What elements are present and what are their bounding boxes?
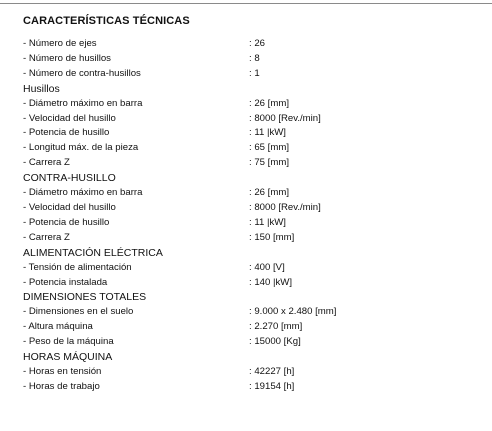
- spec-label: - Diámetro máximo en barra: [23, 187, 143, 199]
- spec-value: : 42227 [h]: [249, 366, 295, 378]
- spec-label: - Tensión de alimentación: [23, 261, 132, 273]
- spec-row: [23, 231, 483, 246]
- spec-label: - Dimensiones en el suelo: [23, 306, 134, 318]
- spec-row: [23, 156, 483, 171]
- spec-label: - Longitud máx. de la pieza: [23, 142, 139, 154]
- spec-label: - Carrera Z: [23, 157, 70, 169]
- spec-value: : 15000 [Kg]: [249, 336, 301, 348]
- spec-label: - Velocidad del husillo: [23, 202, 116, 214]
- spec-row: [23, 201, 483, 216]
- spec-label: - Velocidad del husillo: [23, 112, 116, 124]
- spec-value: : 19154 [h]: [249, 381, 295, 393]
- spec-value: : 26: [249, 38, 266, 49]
- spec-label: - Horas de trabajo: [23, 381, 100, 393]
- spec-value: : 8: [249, 52, 260, 64]
- spec-row: [23, 305, 483, 320]
- section-heading: DIMENSIONES TOTALES: [23, 291, 147, 304]
- spec-row: [23, 216, 483, 231]
- spec-label: - Horas en tensión: [23, 366, 102, 378]
- spec-label: - Número de husillos: [23, 52, 111, 64]
- spec-value: : 140 |kW]: [249, 276, 293, 288]
- spec-row: [23, 365, 483, 380]
- spec-row: [23, 261, 483, 276]
- spec-value: : 75 [mm]: [249, 157, 289, 169]
- spec-value: : 1: [249, 67, 260, 79]
- spec-value: : 2.270 [mm]: [249, 321, 303, 333]
- spec-value: : 150 [mm]: [249, 231, 295, 243]
- spec-value: : 26 [mm]: [249, 97, 289, 109]
- section-heading: HORAS MÁQUINA: [23, 351, 113, 364]
- spec-label: - Potencia de husillo: [23, 216, 110, 228]
- spec-row: [23, 67, 483, 82]
- spec-row: [23, 141, 483, 156]
- page-title: CARACTERÍSTICAS TÉCNICAS: [23, 15, 190, 27]
- spec-row: [23, 186, 483, 201]
- spec-label: - Peso de la máquina: [23, 336, 114, 348]
- spec-label: - Número de contra-husillos: [23, 67, 141, 79]
- spec-value: : 26 [mm]: [249, 187, 289, 199]
- technical-specs-sheet: [23, 14, 483, 395]
- spec-label: - Altura máquina: [23, 321, 93, 333]
- spec-row: [23, 380, 483, 395]
- spec-row: [23, 276, 483, 291]
- spec-row: [23, 97, 483, 112]
- section-heading: CONTRA-HUSILLO: [23, 172, 116, 185]
- spec-value: : 400 [V]: [249, 261, 285, 273]
- section-heading: Husillos: [23, 82, 60, 95]
- spec-label: - Potencia de husillo: [23, 127, 110, 139]
- spec-label: - Potencia instalada: [23, 276, 108, 288]
- spec-row: [23, 320, 483, 335]
- spec-value: : 8000 [Rev./min]: [249, 112, 321, 124]
- spec-value: : 8000 [Rev./min]: [249, 202, 321, 214]
- spec-value: : 9.000 x 2.480 [mm]: [249, 306, 337, 318]
- spec-row: [23, 335, 483, 350]
- spec-list: [23, 37, 483, 395]
- spec-row: [23, 112, 483, 127]
- spec-value: : 11 |kW]: [249, 216, 286, 228]
- spec-value: : 65 [mm]: [249, 142, 289, 154]
- spec-row: [23, 126, 483, 141]
- spec-label: - Carrera Z: [23, 231, 70, 243]
- section-heading: ALIMENTACIÓN ELÉCTRICA: [23, 246, 163, 259]
- spec-value: : 11 |kW]: [249, 127, 286, 139]
- spec-row: [23, 37, 483, 52]
- spec-row: [23, 52, 483, 67]
- spec-label: - Número de ejes: [23, 38, 97, 49]
- top-divider: [0, 3, 492, 4]
- spec-label: - Diámetro máximo en barra: [23, 97, 143, 109]
